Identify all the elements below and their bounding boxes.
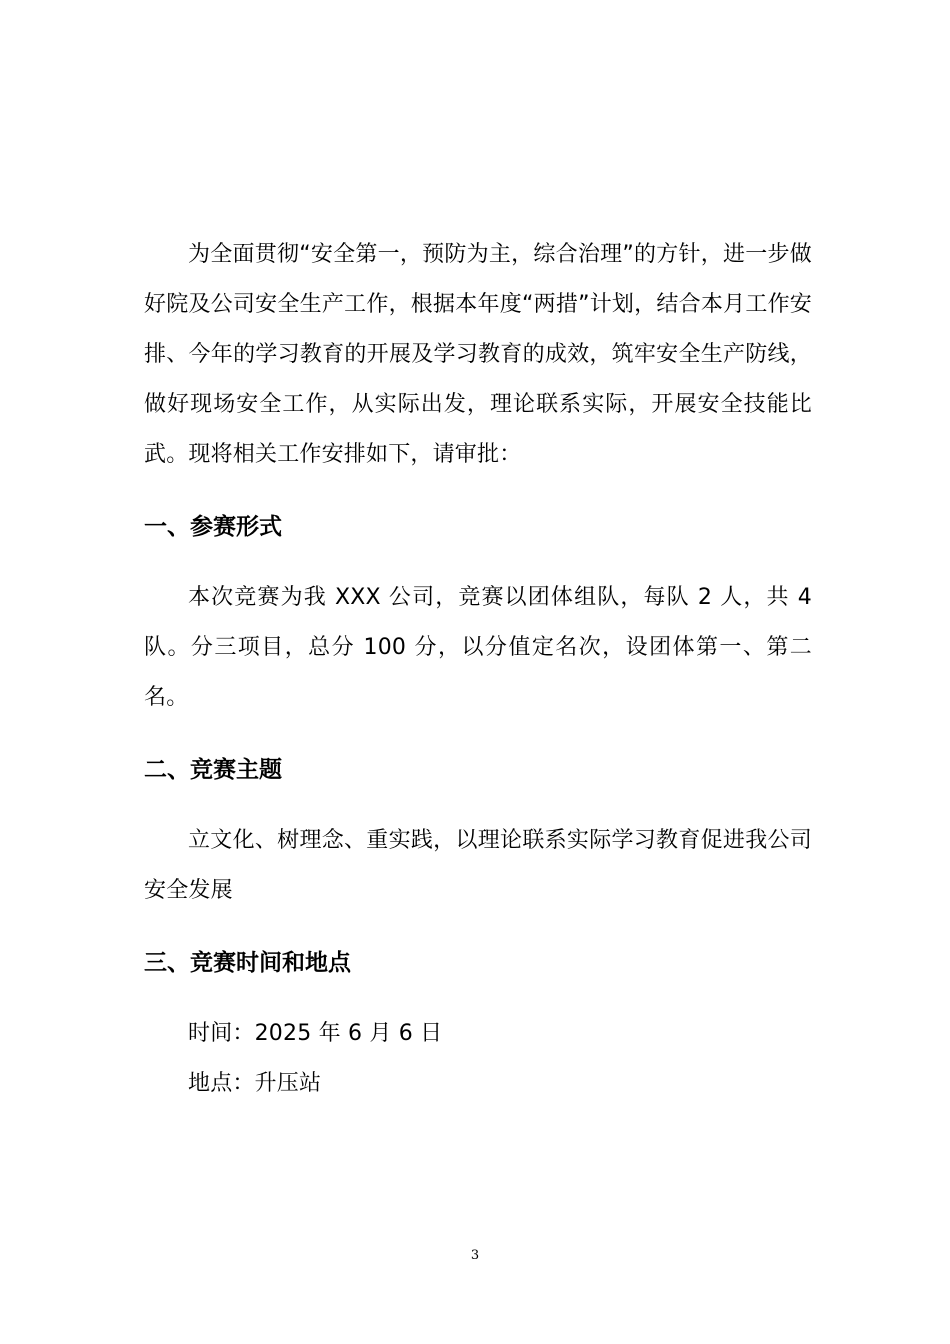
document-body: [144, 230, 812, 1109]
intro-paragraph: 为全面贯彻“安全第一，预防为主，综合治理”的方针，进一步做好院及公司安全生产工作，根据本年度“两措”计划，结合本月工作安排、今年的学习教育的开展及学习教育的成效，筑牢安全生产防线，做好现场安全工作，从实际出发，理论联系实际，开展安全技能比武。现将相关工作安排如下，请审批：: [144, 242, 812, 467]
page-number: 3: [470, 1248, 480, 1263]
section-heading-participation: 一、参赛形式: [144, 514, 282, 540]
section-heading-time-place: 三、竞赛时间和地点: [144, 950, 351, 976]
theme-paragraph: 立文化、树理念、重实践，以理论联系实际学习教育促进我公司安全发展: [144, 828, 812, 903]
time-line: 时间：2025 年 6 月 6 日: [188, 1021, 443, 1046]
participation-paragraph: 本次竞赛为我 XXX 公司，竞赛以团体组队，每队 2 人，共 4 队。分三项目，总分 100 分，以分值定名次，设团体第一、第二名。: [144, 585, 812, 710]
place-line: 地点：升压站: [188, 1071, 322, 1096]
section-heading-theme: 二、竞赛主题: [144, 757, 282, 783]
